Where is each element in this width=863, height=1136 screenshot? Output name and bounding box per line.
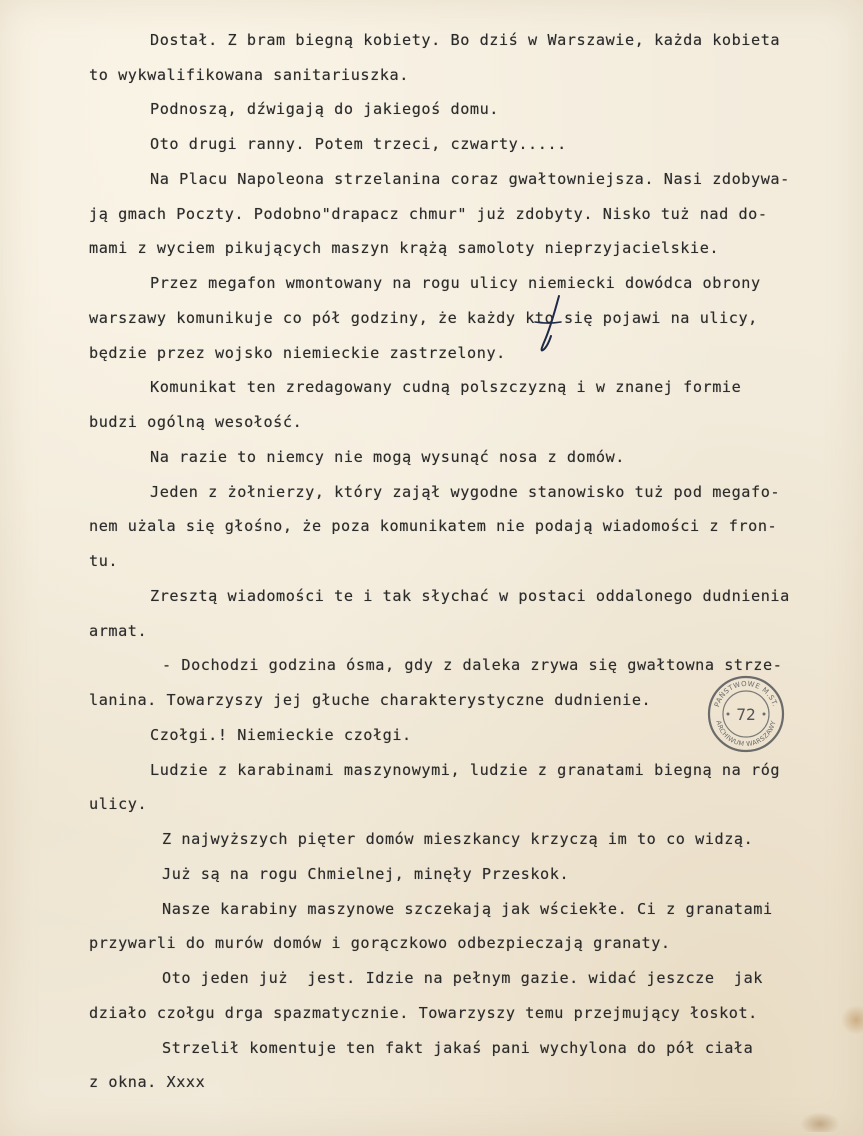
text-line: Oto jeden już jest. Idzie na pełnym gazie. widać jeszcze jak [162, 969, 764, 987]
text-line: Nasze karabiny maszynowe szczekają jak wściekłe. Ci z granatami [162, 900, 773, 918]
text-line: Ludzie z karabinami maszynowymi, ludzie z granatami biegną na róg [150, 761, 781, 779]
text-line: - Dochodzi godzina ósma, gdy z daleka zrywa się gwałtowna strze- [162, 656, 783, 674]
text-line: Na razie to niemcy nie mogą wysunąć nosa z domów. [150, 448, 625, 466]
text-line: warszawy komunikuje co pół godziny, że każdy kto się pojawi na ulicy, [89, 309, 758, 327]
text-line: Już są na rogu Chmielnej, minęły Przeskok. [162, 865, 570, 883]
text-line: działo czołgu drga spazmatycznie. Towarzyszy temu przejmujący łoskot. [89, 1004, 758, 1022]
text-line: Zresztą wiadomości te i tak słychać w postaci oddalonego dudnienia [150, 587, 790, 605]
text-line: to wykwalifikowana sanitariuszka. [89, 66, 409, 84]
text-line: armat. [89, 622, 148, 640]
stamp-number: 72 [736, 705, 756, 724]
text-line: Czołgi.! Niemieckie czołgi. [150, 726, 412, 744]
text-line: Jeden z żołnierzy, który zajął wygodne stanowisko tuż pod megafo- [150, 483, 781, 501]
stamp-top-text: PAŃSTWOWE M.ST. [712, 679, 780, 709]
text-line: przywarli do murów domów i gorączkowo odbezpieczają granaty. [89, 934, 671, 952]
archive-stamp [706, 674, 786, 754]
paper-stain [800, 1112, 840, 1132]
text-line: Podnoszą, dźwigają do jakiegoś domu. [150, 100, 499, 118]
stamp-bottom-text: ARCHIWUM WARSZAWY [714, 719, 778, 749]
text-line: Oto drugi ranny. Potem trzeci, czwarty..... [150, 135, 567, 153]
text-line: Na Placu Napoleona strzelanina coraz gwałtowniejsza. Nasi zdobywa- [150, 170, 790, 188]
paper-stain [841, 1005, 863, 1035]
text-line: nem użala się głośno, że poza komunikatem nie podają wiadomości z fron- [89, 517, 778, 535]
text-line: tu. [89, 552, 119, 570]
pen-correction-mark [531, 292, 571, 362]
text-line: Z najwyższych pięter domów mieszkancy krzyczą im to co widzą. [162, 830, 754, 848]
text-line: ulicy. [89, 795, 148, 813]
text-line: będzie przez wojsko niemieckie zastrzelony. [89, 344, 506, 362]
text-line: Komunikat ten zredagowany cudną polszczyzną i w znanej formie [150, 378, 742, 396]
text-line: ją gmach Poczty. Podobno"drapacz chmur" już zdobyty. Nisko tuż nad do- [89, 205, 768, 223]
text-line: lanina. Towarzyszy jej głuche charakterystyczne dudnienie. [89, 691, 652, 709]
text-line: mami z wyciem pikujących maszyn krążą samoloty nieprzyjacielskie. [89, 239, 720, 257]
text-line: budzi ogólną wesołość. [89, 413, 303, 431]
text-line: Dostał. Z bram biegną kobiety. Bo dziś w Warszawie, każda kobieta [150, 31, 781, 49]
text-line: Przez megafon wmontowany na rogu ulicy niemiecki dowódca obrony [150, 274, 761, 292]
text-line: z okna. Xxxx [89, 1073, 206, 1091]
text-line: Strzelił komentuje ten fakt jakaś pani wychylona do pół ciała [162, 1039, 754, 1057]
